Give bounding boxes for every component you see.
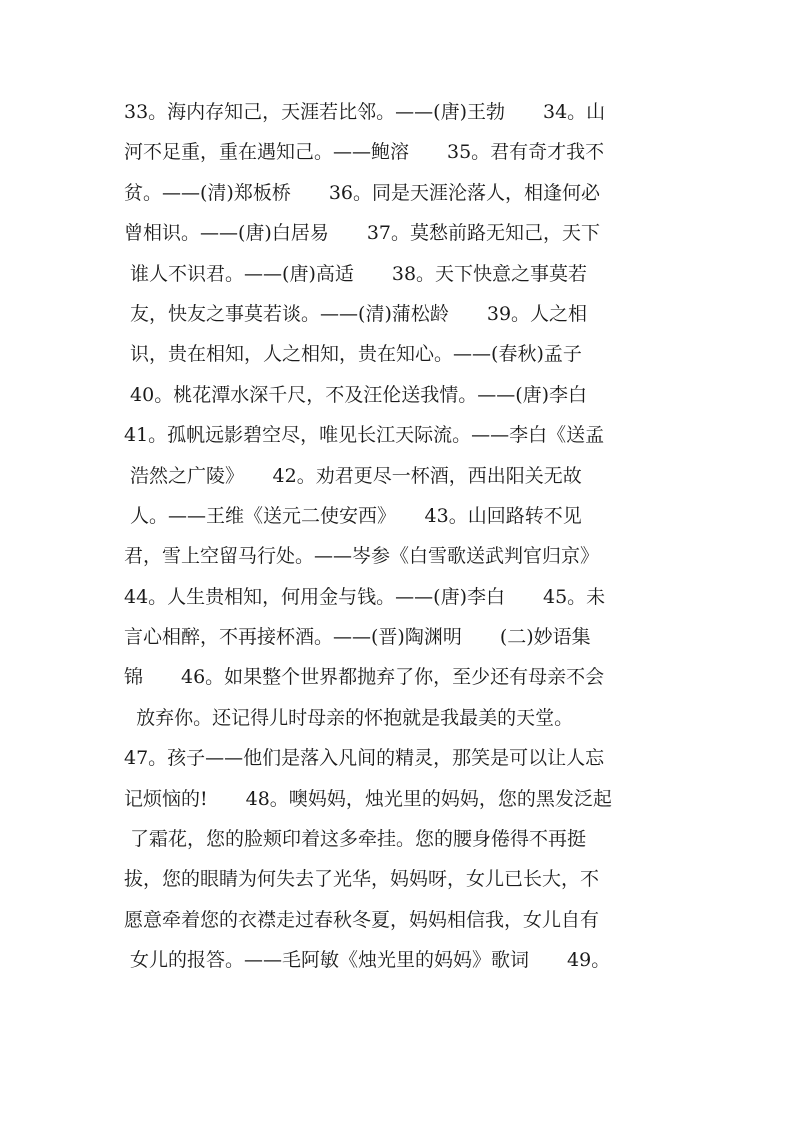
text-line: 友，快友之事莫若谈。——(清)蒲松龄 39。人之相	[124, 302, 588, 325]
text-line: 放弃你。还记得儿时母亲的怀抱就是我最美的天堂。	[124, 706, 574, 729]
text-line: 44。人生贵相知，何用金与钱。——(唐)李白 45。未	[124, 585, 606, 608]
text-line: 33。海内存知己，天涯若比邻。——(唐)王勃 34。山	[124, 101, 606, 123]
text-line: 言心相醉，不再接杯酒。——(晋)陶渊明 (二)妙语集	[124, 626, 591, 649]
text-line: 人。——王维《送元二使安西》 43。山回路转不见	[124, 504, 582, 527]
text-line: 谁人不识君。——(唐)高适 38。天下快意之事莫若	[124, 262, 588, 285]
text-line: 浩然之广陵》 42。劝君更尽一杯酒，西出阳关无故	[124, 464, 582, 487]
text-line: 河不足重，重在遇知己。——鲍溶 35。君有奇才我不	[124, 141, 605, 164]
text-line: 君，雪上空留马行处。——岑参《白雪歌送武判官归京》	[124, 545, 600, 568]
text-line: 锦 46。如果整个世界都抛弃了你，至少还有母亲不会	[124, 666, 605, 689]
text-line: 曾相识。——(唐)白居易 37。莫愁前路无知己，天下	[124, 222, 601, 245]
text-line: 了霜花，您的脸颊印着这多牵挂。您的腰身倦得不再挺	[124, 828, 587, 851]
text-line: 贫。——(清)郑板桥 36。同是天涯沦落人，相逢何必	[124, 181, 601, 204]
text-line: 女儿的报答。——毛阿敏《烛光里的妈妈》歌词 49。	[124, 949, 611, 972]
text-line: 41。孤帆远影碧空尽，唯见长江天际流。——李白《送孟	[124, 424, 605, 447]
text-line: 愿意牵着您的衣襟走过春秋冬夏，妈妈相信我，女儿自有	[124, 908, 600, 931]
body-text	[124, 92, 672, 981]
text-line: 记烦恼的! 48。噢妈妈，烛光里的妈妈，您的黑发泛起	[124, 787, 612, 810]
text-line: 拔，您的眼睛为何失去了光华，妈妈呀，女儿已长大，不	[124, 868, 600, 891]
text-line: 47。孩子——他们是落入凡间的精灵，那笑是可以让人忘	[124, 747, 605, 770]
text-line: 40。桃花潭水深千尺，不及汪伦送我情。——(唐)李白	[124, 383, 588, 406]
text-line: 识，贵在相知，人之相知，贵在知心。——(春秋)孟子	[124, 343, 582, 366]
